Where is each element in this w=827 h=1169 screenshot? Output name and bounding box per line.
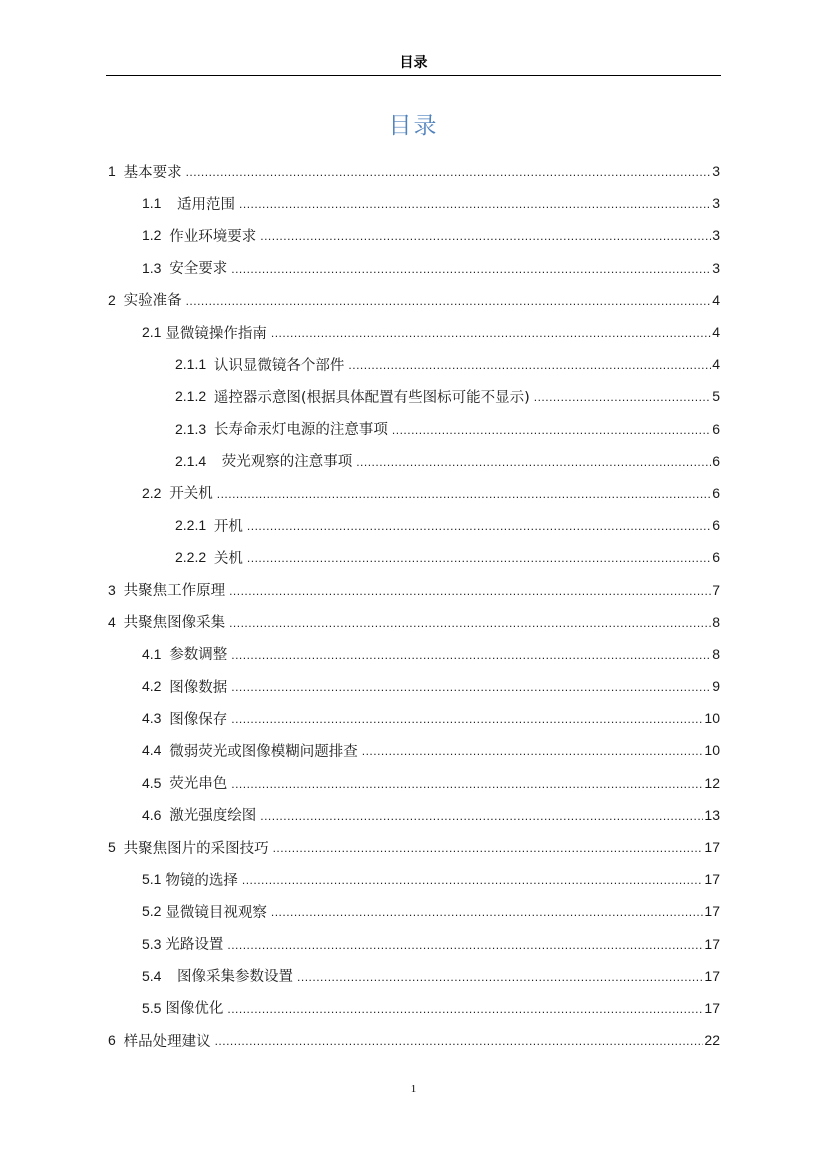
toc-entry-page: 17 [704, 839, 720, 856]
toc-entry-page: 17 [704, 871, 720, 888]
toc-entry-label: 开关机 [169, 486, 213, 503]
toc-entry-label: 关机 [213, 550, 243, 567]
toc-entry[interactable] [108, 960, 720, 992]
toc-entry-page: 6 [712, 549, 720, 566]
toc-entry[interactable] [108, 895, 720, 927]
toc-entry-number: 6 [108, 1032, 124, 1049]
toc-entry[interactable] [108, 541, 720, 573]
toc-leader-dots [231, 712, 703, 726]
toc-leader-dots [247, 519, 711, 533]
toc-entry[interactable] [108, 799, 720, 831]
toc-leader-dots [231, 262, 711, 276]
toc-leader-dots [297, 970, 703, 984]
toc-leader-dots [348, 358, 711, 372]
toc-entry-number: 5.5 [142, 999, 166, 1016]
toc-leader-dots [271, 326, 711, 340]
toc-entry[interactable] [108, 831, 720, 863]
toc-entry-number: 2.2 [142, 484, 170, 501]
toc-entry-label: 遥控器示意图(根据具体配置有些图标可能不显示) [213, 389, 530, 406]
toc-entry-page: 8 [712, 645, 720, 662]
toc-entry-page: 3 [712, 259, 720, 276]
toc-entry-number: 1.2 [142, 227, 170, 244]
table-of-contents [108, 155, 720, 1056]
toc-entry-number: 4.6 [142, 806, 170, 823]
toc-entry-label: 激光强度绘图 [169, 808, 257, 825]
toc-entry-number: 4.1 [142, 645, 170, 662]
toc-entry-label: 荧光串色 [169, 776, 228, 793]
toc-entry-page: 4 [712, 324, 720, 341]
toc-leader-dots [229, 584, 711, 598]
toc-entry-label: 图像采集参数设置 [177, 969, 294, 986]
toc-entry-label: 图像优化 [165, 1001, 224, 1018]
toc-entry[interactable] [108, 1024, 720, 1056]
toc-leader-dots [247, 551, 711, 565]
toc-leader-dots [186, 165, 712, 179]
toc-entry-label: 参数调整 [169, 647, 228, 664]
toc-leader-dots [362, 744, 704, 758]
toc-entry-label: 基本要求 [123, 164, 182, 181]
toc-entry[interactable] [108, 155, 720, 187]
toc-leader-dots [231, 777, 703, 791]
toc-entry[interactable] [108, 606, 720, 638]
toc-entry-page: 22 [704, 1032, 720, 1049]
toc-leader-dots [217, 487, 711, 501]
toc-entry-number: 2.1.4 [175, 452, 222, 469]
toc-entry-number: 2.1 [142, 324, 166, 341]
toc-entry-number: 5 [108, 839, 124, 856]
toc-entry-label: 样品处理建议 [123, 1033, 211, 1050]
toc-leader-dots [229, 616, 711, 630]
toc-entry-page: 6 [712, 517, 720, 534]
toc-entry[interactable] [108, 187, 720, 219]
toc-entry-number: 2 [108, 291, 124, 308]
toc-entry-label: 荧光观察的注意事项 [221, 454, 353, 471]
toc-entry-number: 5.2 [142, 903, 166, 920]
toc-entry[interactable] [108, 445, 720, 477]
page-number: 1 [410, 1083, 417, 1095]
toc-entry[interactable] [108, 928, 720, 960]
toc-entry-number: 5.1 [142, 871, 166, 888]
toc-entry-page: 3 [712, 163, 720, 180]
toc-leader-dots [227, 938, 703, 952]
toc-entry-number: 4.4 [142, 742, 170, 759]
toc-entry-page: 3 [712, 227, 720, 244]
toc-entry-number: 1 [108, 163, 124, 180]
toc-entry-page: 12 [704, 774, 720, 791]
toc-leader-dots [273, 841, 704, 855]
toc-entry-page: 8 [712, 613, 720, 630]
toc-entry-label: 微弱荧光或图像模糊问题排查 [169, 743, 358, 760]
toc-entry[interactable] [108, 413, 720, 445]
toc-entry-page: 4 [712, 291, 720, 308]
toc-entry-label: 显微镜操作指南 [165, 325, 267, 342]
toc-leader-dots [231, 680, 711, 694]
toc-entry[interactable] [108, 670, 720, 702]
toc-entry-label: 实验准备 [123, 293, 182, 310]
toc-entry-page: 6 [712, 452, 720, 469]
toc-entry-number: 2.1.3 [175, 420, 214, 437]
toc-entry-page: 7 [712, 581, 720, 598]
toc-entry-number: 5.3 [142, 935, 166, 952]
toc-entry[interactable] [108, 573, 720, 605]
toc-entry-number: 1.1 [142, 195, 178, 212]
toc-entry-label: 长寿命汞灯电源的注意事项 [213, 422, 388, 439]
toc-entry-number: 4 [108, 613, 124, 630]
page-header-title: 目录 [399, 55, 428, 71]
toc-leader-dots [239, 197, 711, 211]
toc-leader-dots [227, 1002, 703, 1016]
toc-entry-label: 图像保存 [169, 711, 228, 728]
toc-entry[interactable] [108, 380, 720, 412]
toc-entry-page: 10 [704, 742, 720, 759]
toc-entry[interactable] [108, 734, 720, 766]
toc-entry-page: 17 [704, 999, 720, 1016]
toc-entry-label: 适用范围 [177, 196, 236, 213]
toc-leader-dots [356, 455, 711, 469]
toc-entry-number: 3 [108, 581, 124, 598]
toc-entry-page: 9 [712, 678, 720, 695]
toc-leader-dots [215, 1034, 704, 1048]
toc-entry-number: 2.1.2 [175, 388, 214, 405]
toc-entry-label: 作业环境要求 [169, 228, 257, 245]
toc-leader-dots [186, 294, 712, 308]
toc-entry-label: 显微镜目视观察 [165, 904, 267, 921]
toc-entry-number: 2.1.1 [175, 356, 214, 373]
toc-entry-page: 10 [704, 710, 720, 727]
toc-entry-label: 图像数据 [169, 679, 228, 696]
toc-entry-number: 2.2.2 [175, 549, 214, 566]
toc-entry-number: 1.3 [142, 259, 170, 276]
toc-entry-page: 13 [704, 806, 720, 823]
toc-entry[interactable] [108, 767, 720, 799]
toc-entry-page: 6 [712, 420, 720, 437]
toc-entry[interactable] [108, 477, 720, 509]
toc-entry-label: 光路设置 [165, 937, 224, 954]
toc-leader-dots [392, 423, 711, 437]
toc-entry-page: 17 [704, 935, 720, 952]
toc-entry-number: 5.4 [142, 967, 178, 984]
toc-entry-label: 共聚焦图像采集 [123, 615, 226, 632]
toc-entry[interactable] [108, 348, 720, 380]
toc-entry[interactable] [108, 284, 720, 316]
toc-entry-label: 物镜的选择 [165, 872, 238, 889]
header-rule [106, 75, 721, 76]
toc-entry-number: 2.2.1 [175, 517, 214, 534]
toc-entry-page: 17 [704, 903, 720, 920]
toc-entry-label: 安全要求 [169, 261, 228, 278]
toc-leader-dots [271, 905, 704, 919]
toc-entry-page: 4 [712, 356, 720, 373]
toc-entry-label: 共聚焦图片的采图技巧 [123, 840, 269, 857]
toc-entry-label: 共聚焦工作原理 [123, 583, 226, 600]
toc-entry[interactable] [108, 509, 720, 541]
toc-leader-dots [260, 229, 711, 243]
toc-entry-label: 认识显微镜各个部件 [213, 357, 345, 374]
toc-entry[interactable] [108, 992, 720, 1024]
toc-leader-dots [231, 648, 711, 662]
toc-entry[interactable] [108, 316, 720, 348]
toc-leader-dots [260, 809, 703, 823]
toc-entry-page: 5 [712, 388, 720, 405]
toc-entry[interactable] [108, 252, 720, 284]
toc-entry[interactable] [108, 863, 720, 895]
toc-entry-page: 6 [712, 484, 720, 501]
toc-entry[interactable] [108, 638, 720, 670]
toc-entry-number: 4.3 [142, 710, 170, 727]
toc-leader-dots [242, 873, 704, 887]
toc-entry[interactable] [108, 219, 720, 251]
toc-entry-number: 4.5 [142, 774, 170, 791]
toc-entry-number: 4.2 [142, 678, 170, 695]
toc-leader-dots [534, 390, 711, 404]
toc-entry-page: 3 [712, 195, 720, 212]
toc-entry-page: 17 [704, 967, 720, 984]
toc-entry-label: 开机 [213, 518, 243, 535]
toc-title: 目录 [388, 113, 439, 139]
toc-entry[interactable] [108, 702, 720, 734]
